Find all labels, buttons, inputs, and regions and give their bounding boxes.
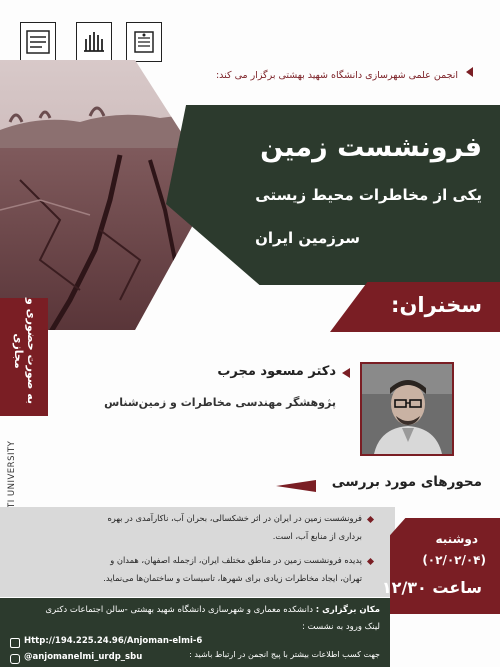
mode-box [0, 298, 48, 416]
speaker-name: دکتر مسعود مجرب [217, 364, 336, 379]
mode-line-2: مجازی [12, 333, 25, 369]
contact-label: جهت کسب اطلاعات بیشتر با پیج انجمن در ارتباط باشید : [189, 650, 380, 659]
venue-label: مکان برگزاری : [315, 605, 380, 615]
organizer-triangle [466, 67, 473, 77]
speaker-bullet [342, 368, 350, 378]
topics-label: محورهای مورد بررسی [331, 474, 482, 490]
session-link[interactable]: Http://194.225.24.96/Anjoman-elmi-6 [24, 636, 203, 646]
topic-2-line-2: تهران، ایجاد مخاطرات زیادی برای شهرها، تاسیسات و ساختمان‌ها می‌نماید. [103, 573, 362, 583]
speaker-portrait-icon [362, 364, 452, 454]
association-logo [126, 22, 162, 62]
title-main: فرونشست زمین [260, 132, 482, 163]
schedule-date: (۰۲/۰۲/۰۴) [422, 553, 486, 567]
faculty-logo-icon [80, 27, 108, 57]
topics-arrow [276, 480, 316, 492]
speakers-label: سخنران: [391, 293, 482, 317]
link-label: لینک ورود به نشست : [302, 622, 380, 632]
schedule-day: دوشنبه [435, 532, 478, 546]
link-icon [10, 638, 20, 648]
university-logo-icon [24, 27, 52, 57]
instagram-icon [10, 654, 20, 664]
university-logo [20, 22, 56, 62]
venue-text: دانشکده معماری و شهرسازی دانشگاه شهید بهشتی -سالن اجتماعات دکتری [45, 605, 314, 615]
topic-1-line-2: برداری از منابع آب، است. [272, 531, 362, 541]
instagram-handle[interactable]: @anjomanelmi_urdp_sbu [24, 652, 143, 662]
topic-1-line-1: فرونشست زمین در ایران در اثر خشکسالی، بحران آب، ناکارآمدی در بهره [107, 513, 362, 523]
mode-line-1: به صورت حضوری و [25, 297, 38, 405]
speaker-photo [360, 362, 454, 456]
topic-2-line-1: پدیده فرونشست زمین در مناطق مختلف ایران، ازجمله اصفهان، همدان و [110, 555, 362, 565]
title-line-2: یکی از مخاطرات محیط زیستی [255, 186, 482, 204]
organizer-text: انجمن علمی شهرسازی دانشگاه شهید بهشتی برگزار می کند: [215, 70, 458, 81]
association-logo-icon [130, 27, 158, 57]
speaker-role: پژوهشگر مهندسی مخاطرات و زمین‌شناس [104, 396, 336, 409]
schedule-time: ساعت ۱۲/۳۰ [381, 578, 482, 597]
venue-row [45, 605, 380, 615]
faculty-logo [76, 22, 112, 62]
title-line-3: سرزمین ایران [255, 229, 360, 247]
